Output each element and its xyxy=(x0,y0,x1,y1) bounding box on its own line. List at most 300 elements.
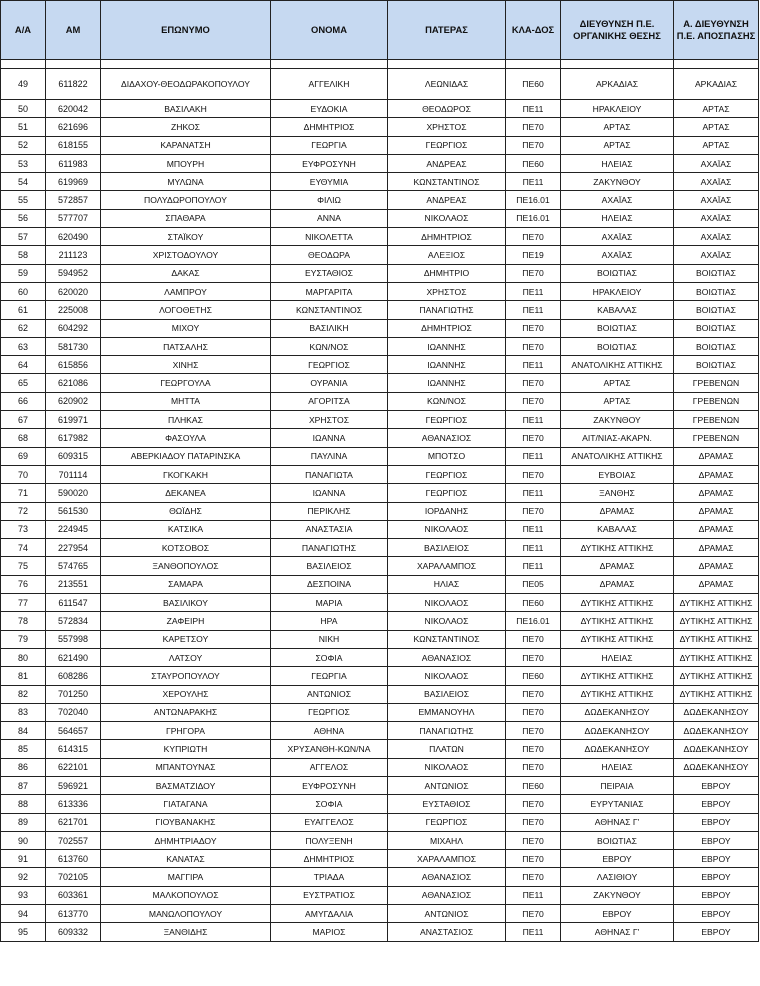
cell-aa: 73 xyxy=(1,520,46,538)
cell-name: ΘΕΟΔΩΡΑ xyxy=(271,246,388,264)
cell-am: 620020 xyxy=(46,282,101,300)
cell-secondment: ΔΥΤΙΚΗΣ ΑΤΤΙΚΗΣ xyxy=(674,685,759,703)
cell-father: ΒΑΣΙΛΕΙΟΣ xyxy=(388,685,506,703)
cell-aa: 77 xyxy=(1,594,46,612)
cell-am: 594952 xyxy=(46,264,101,282)
cell-name: ΠΑΥΛΙΝΑ xyxy=(271,447,388,465)
cell-branch: ΠΕ60 xyxy=(506,154,561,172)
cell-father: ΝΙΚΟΛΑΟΣ xyxy=(388,612,506,630)
cell-secondment: ΔΥΤΙΚΗΣ ΑΤΤΙΚΗΣ xyxy=(674,630,759,648)
cell-father: ΠΛΑΤΩΝ xyxy=(388,740,506,758)
cell-aa: 82 xyxy=(1,685,46,703)
cell-name: ΗΡΑ xyxy=(271,612,388,630)
cell-branch: ΠΕ11 xyxy=(506,484,561,502)
cell-name: ΚΩΝ/ΝΟΣ xyxy=(271,337,388,355)
cell-surname: ΧΡΙΣΤΟΔΟΥΛΟΥ xyxy=(101,246,271,264)
cell-am: 701250 xyxy=(46,685,101,703)
cell-am: 211123 xyxy=(46,246,101,264)
table-row xyxy=(1,447,759,465)
cell-secondment: ΑΧΑΪΑΣ xyxy=(674,154,759,172)
cell-secondment: ΕΒΡΟΥ xyxy=(674,795,759,813)
cell-organic: ΕΥΡΥΤΑΝΙΑΣ xyxy=(561,795,674,813)
table-row xyxy=(1,905,759,923)
cell-secondment: ΕΒΡΟΥ xyxy=(674,868,759,886)
cell-aa: 92 xyxy=(1,868,46,886)
cell-branch: ΠΕ11 xyxy=(506,539,561,557)
cell-father: ΚΩΝΣΤΑΝΤΙΝΟΣ xyxy=(388,630,506,648)
cell-surname: ΚΑΤΣΙΚΑ xyxy=(101,520,271,538)
cell-am: 613336 xyxy=(46,795,101,813)
cell-secondment: ΑΡΤΑΣ xyxy=(674,136,759,154)
header-branch: ΚΛΑ-ΔΟΣ xyxy=(506,1,561,60)
cell-father: ΗΛΙΑΣ xyxy=(388,575,506,593)
cell-aa: 72 xyxy=(1,502,46,520)
cell-secondment: ΔΩΔΕΚΑΝΗΣΟΥ xyxy=(674,758,759,776)
cell-organic: ΑΙΤ/ΝΙΑΣ-ΑΚΑΡΝ. xyxy=(561,429,674,447)
cell-am: 574765 xyxy=(46,557,101,575)
cell-am: 620490 xyxy=(46,228,101,246)
cell-secondment: ΓΡΕΒΕΝΩΝ xyxy=(674,429,759,447)
cell-name: ΑΝΑΣΤΑΣΙΑ xyxy=(271,520,388,538)
cell-name: ΝΙΚΟΛΕΤΤΑ xyxy=(271,228,388,246)
cell-organic: ΒΟΙΩΤΙΑΣ xyxy=(561,319,674,337)
cell-father: ΑΝΤΩΝΙΟΣ xyxy=(388,776,506,794)
cell-secondment: ΔΥΤΙΚΗΣ ΑΤΤΙΚΗΣ xyxy=(674,648,759,666)
cell-name: ΑΘΗΝΑ xyxy=(271,722,388,740)
cell-father: ΧΑΡΑΛΑΜΠΟΣ xyxy=(388,557,506,575)
cell-aa: 55 xyxy=(1,191,46,209)
header-organic-directorate: ΔΙΕΥΘΥΝΣΗ Π.Ε. ΟΡΓΑΝΙΚΗΣ ΘΕΣΗΣ xyxy=(561,1,674,60)
cell-surname: ΔΑΚΑΣ xyxy=(101,264,271,282)
table-row xyxy=(1,557,759,575)
cell-organic: ΔΥΤΙΚΗΣ ΑΤΤΙΚΗΣ xyxy=(561,594,674,612)
cell-aa: 79 xyxy=(1,630,46,648)
table-row xyxy=(1,648,759,666)
cell-aa: 52 xyxy=(1,136,46,154)
cell-surname: ΓΕΩΡΓΟΥΛΑ xyxy=(101,374,271,392)
cell-secondment: ΔΩΔΕΚΑΝΗΣΟΥ xyxy=(674,722,759,740)
cell-am: 701114 xyxy=(46,465,101,483)
cell-aa: 71 xyxy=(1,484,46,502)
cell-branch: ΠΕ70 xyxy=(506,905,561,923)
table-row xyxy=(1,520,759,538)
cell-surname: ΛΑΤΣΟΥ xyxy=(101,648,271,666)
table-row xyxy=(1,575,759,593)
cell-secondment: ΒΟΙΩΤΙΑΣ xyxy=(674,264,759,282)
cell-name: ΔΗΜΗΤΡΙΟΣ xyxy=(271,850,388,868)
cell-secondment: ΕΒΡΟΥ xyxy=(674,831,759,849)
cell-father: ΑΝΔΡΕΑΣ xyxy=(388,191,506,209)
table-row xyxy=(1,722,759,740)
cell-secondment: ΕΒΡΟΥ xyxy=(674,776,759,794)
cell-surname: ΞΑΝΘΟΠΟΥΛΟΣ xyxy=(101,557,271,575)
cell-am: 596921 xyxy=(46,776,101,794)
table-row xyxy=(1,795,759,813)
table-row xyxy=(1,319,759,337)
cell-secondment: ΒΟΙΩΤΙΑΣ xyxy=(674,301,759,319)
cell-surname: ΜΙΧΟΥ xyxy=(101,319,271,337)
cell-branch: ΠΕ11 xyxy=(506,301,561,319)
cell-secondment: ΕΒΡΟΥ xyxy=(674,905,759,923)
cell-branch: ΠΕ11 xyxy=(506,447,561,465)
cell-surname: ΠΟΛΥΔΩΡΟΠΟΥΛΟΥ xyxy=(101,191,271,209)
cell-name: ΠΑΝΑΓΙΩΤΑ xyxy=(271,465,388,483)
cell-branch: ΠΕ11 xyxy=(506,173,561,191)
cell-surname: ΜΑΓΓΙΡΑ xyxy=(101,868,271,886)
cell-aa: 87 xyxy=(1,776,46,794)
cell-surname: ΜΠΟΥΡΗ xyxy=(101,154,271,172)
cell-secondment: ΔΡΑΜΑΣ xyxy=(674,539,759,557)
cell-father: ΧΡΗΣΤΟΣ xyxy=(388,282,506,300)
cell-organic: ΑΡΤΑΣ xyxy=(561,118,674,136)
cell-name: ΜΑΡΙΑ xyxy=(271,594,388,612)
cell-branch: ΠΕ70 xyxy=(506,337,561,355)
cell-surname: ΚΟΤΣΟΒΟΣ xyxy=(101,539,271,557)
table-row xyxy=(1,337,759,355)
cell-surname: ΜΗΤΤΑ xyxy=(101,392,271,410)
cell-branch: ΠΕ16.01 xyxy=(506,612,561,630)
cell-organic: ΔΥΤΙΚΗΣ ΑΤΤΙΚΗΣ xyxy=(561,667,674,685)
cell-organic: ΗΛΕΙΑΣ xyxy=(561,209,674,227)
cell-organic: ΞΑΝΘΗΣ xyxy=(561,484,674,502)
cell-organic: ΔΩΔΕΚΑΝΗΣΟΥ xyxy=(561,722,674,740)
cell-am: 603361 xyxy=(46,886,101,904)
cell-secondment: ΑΡΚΑΔΙΑΣ xyxy=(674,69,759,100)
cell-branch: ΠΕ70 xyxy=(506,264,561,282)
cell-am: 621696 xyxy=(46,118,101,136)
cell-father: ΕΥΣΤΑΘΙΟΣ xyxy=(388,795,506,813)
cell-am: 572834 xyxy=(46,612,101,630)
cell-branch: ΠΕ11 xyxy=(506,100,561,118)
cell-surname: ΦΑΣΟΥΛΑ xyxy=(101,429,271,447)
table-row xyxy=(1,740,759,758)
cell-secondment: ΔΡΑΜΑΣ xyxy=(674,484,759,502)
cell-am: 608286 xyxy=(46,667,101,685)
cell-secondment: ΒΟΙΩΤΙΑΣ xyxy=(674,356,759,374)
cell-name: ΕΥΣΤΡΑΤΙΟΣ xyxy=(271,886,388,904)
cell-secondment: ΑΧΑΪΑΣ xyxy=(674,246,759,264)
cell-aa: 58 xyxy=(1,246,46,264)
cell-am: 557998 xyxy=(46,630,101,648)
cell-surname: ΣΠΑΘΑΡΑ xyxy=(101,209,271,227)
table-row xyxy=(1,301,759,319)
cell-branch: ΠΕ11 xyxy=(506,411,561,429)
cell-organic: ΑΧΑΪΑΣ xyxy=(561,191,674,209)
cell-secondment: ΒΟΙΩΤΙΑΣ xyxy=(674,337,759,355)
cell-name: ΜΑΡΓΑΡΙΤΑ xyxy=(271,282,388,300)
cell-surname: ΜΥΛΩΝΑ xyxy=(101,173,271,191)
cell-name: ΑΓΓΕΛΙΚΗ xyxy=(271,69,388,100)
cell-am: 621490 xyxy=(46,648,101,666)
cell-father: ΙΩΑΝΝΗΣ xyxy=(388,356,506,374)
table-row xyxy=(1,630,759,648)
cell-branch: ΠΕ70 xyxy=(506,850,561,868)
cell-organic: ΖΑΚΥΝΘΟΥ xyxy=(561,886,674,904)
cell-father: ΧΡΗΣΤΟΣ xyxy=(388,118,506,136)
cell-surname: ΠΛΗΚΑΣ xyxy=(101,411,271,429)
cell-organic: ΗΡΑΚΛΕΙΟΥ xyxy=(561,100,674,118)
cell-aa: 64 xyxy=(1,356,46,374)
cell-aa: 75 xyxy=(1,557,46,575)
cell-organic: ΛΑΣΙΘΙΟΥ xyxy=(561,868,674,886)
cell-am: 225008 xyxy=(46,301,101,319)
cell-surname: ΚΑΡΑΝΑΤΣΗ xyxy=(101,136,271,154)
table-row xyxy=(1,465,759,483)
cell-organic: ΑΡΤΑΣ xyxy=(561,392,674,410)
table-row xyxy=(1,173,759,191)
cell-name: ΓΕΩΡΓΙΑ xyxy=(271,667,388,685)
cell-aa: 74 xyxy=(1,539,46,557)
cell-name: ΓΕΩΡΓΙΟΣ xyxy=(271,703,388,721)
cell-surname: ΞΑΝΘΙΔΗΣ xyxy=(101,923,271,941)
cell-am: 619971 xyxy=(46,411,101,429)
cell-organic: ΔΩΔΕΚΑΝΗΣΟΥ xyxy=(561,740,674,758)
cell-branch: ΠΕ11 xyxy=(506,520,561,538)
cell-organic: ΠΕΙΡΑΙΑ xyxy=(561,776,674,794)
cell-am: 224945 xyxy=(46,520,101,538)
cell-am: 577707 xyxy=(46,209,101,227)
cell-surname: ΣΑΜΑΡΑ xyxy=(101,575,271,593)
table-row xyxy=(1,154,759,172)
cell-name: ΙΩΑΝΝΑ xyxy=(271,484,388,502)
cell-branch: ΠΕ60 xyxy=(506,69,561,100)
table-row xyxy=(1,228,759,246)
cell-father: ΔΗΜΗΤΡΙΟΣ xyxy=(388,319,506,337)
table-row xyxy=(1,776,759,794)
cell-secondment: ΑΡΤΑΣ xyxy=(674,100,759,118)
cell-aa: 69 xyxy=(1,447,46,465)
cell-organic: ΔΡΑΜΑΣ xyxy=(561,575,674,593)
cell-father: ΑΛΕΞΙΟΣ xyxy=(388,246,506,264)
cell-am: 213551 xyxy=(46,575,101,593)
cell-aa: 60 xyxy=(1,282,46,300)
cell-name: ΑΝΤΩΝΙΟΣ xyxy=(271,685,388,703)
cell-am: 619969 xyxy=(46,173,101,191)
cell-name: ΦΙΛΙΩ xyxy=(271,191,388,209)
cell-secondment: ΑΧΑΪΑΣ xyxy=(674,173,759,191)
cell-surname: ΚΑΡΕΤΣΟΥ xyxy=(101,630,271,648)
cell-organic: ΑΡΤΑΣ xyxy=(561,136,674,154)
cell-father: ΝΙΚΟΛΑΟΣ xyxy=(388,594,506,612)
table-row xyxy=(1,246,759,264)
cell-father: ΠΑΝΑΓΙΩΤΗΣ xyxy=(388,722,506,740)
cell-secondment: ΔΥΤΙΚΗΣ ΑΤΤΙΚΗΣ xyxy=(674,612,759,630)
header-name: ΟΝΟΜΑ xyxy=(271,1,388,60)
cell-organic: ΔΡΑΜΑΣ xyxy=(561,502,674,520)
table-row xyxy=(1,392,759,410)
cell-surname: ΠΑΤΣΑΛΗΣ xyxy=(101,337,271,355)
cell-secondment: ΓΡΕΒΕΝΩΝ xyxy=(674,392,759,410)
cell-father: ΙΩΑΝΝΗΣ xyxy=(388,374,506,392)
cell-aa: 67 xyxy=(1,411,46,429)
cell-father: ΑΝΑΣΤΑΣΙΟΣ xyxy=(388,923,506,941)
cell-aa: 85 xyxy=(1,740,46,758)
cell-secondment: ΔΥΤΙΚΗΣ ΑΤΤΙΚΗΣ xyxy=(674,594,759,612)
header-row xyxy=(1,1,759,60)
cell-branch: ΠΕ70 xyxy=(506,831,561,849)
header-am: ΑΜ xyxy=(46,1,101,60)
cell-aa: 88 xyxy=(1,795,46,813)
cell-organic: ΕΒΡΟΥ xyxy=(561,850,674,868)
cell-am: 620902 xyxy=(46,392,101,410)
cell-surname: ΒΑΣΜΑΤΖΙΔΟΥ xyxy=(101,776,271,794)
cell-surname: ΜΑΝΩΛΟΠΟΥΛΟΥ xyxy=(101,905,271,923)
cell-organic: ΒΟΙΩΤΙΑΣ xyxy=(561,264,674,282)
cell-organic: ΗΡΑΚΛΕΙΟΥ xyxy=(561,282,674,300)
cell-aa: 78 xyxy=(1,612,46,630)
cell-father: ΓΕΩΡΓΙΟΣ xyxy=(388,813,506,831)
table-row xyxy=(1,886,759,904)
cell-father: ΑΘΑΝΑΣΙΟΣ xyxy=(388,429,506,447)
cell-secondment: ΓΡΕΒΕΝΩΝ xyxy=(674,411,759,429)
cell-aa: 76 xyxy=(1,575,46,593)
cell-surname: ΔΙΔΑΧΟΥ-ΘΕΟΔΩΡΑΚΟΠΟΥΛΟΥ xyxy=(101,69,271,100)
cell-secondment: ΑΡΤΑΣ xyxy=(674,118,759,136)
cell-father: ΜΠΟΤΣΟ xyxy=(388,447,506,465)
cell-father: ΕΜΜΑΝΟΥΗΛ xyxy=(388,703,506,721)
cell-name: ΕΥΘΥΜΙΑ xyxy=(271,173,388,191)
cell-organic: ΑΡΤΑΣ xyxy=(561,374,674,392)
cell-secondment: ΕΒΡΟΥ xyxy=(674,850,759,868)
cell-organic: ΖΑΚΥΝΘΟΥ xyxy=(561,173,674,191)
cell-secondment: ΔΥΤΙΚΗΣ ΑΤΤΙΚΗΣ xyxy=(674,667,759,685)
cell-organic: ΖΑΚΥΝΘΟΥ xyxy=(561,411,674,429)
table-row xyxy=(1,703,759,721)
cell-aa: 56 xyxy=(1,209,46,227)
cell-organic: ΕΥΒΟΙΑΣ xyxy=(561,465,674,483)
cell-father: ΒΑΣΙΛΕΙΟΣ xyxy=(388,539,506,557)
cell-name: ΔΗΜΗΤΡΙΟΣ xyxy=(271,118,388,136)
table-row xyxy=(1,594,759,612)
cell-aa: 89 xyxy=(1,813,46,831)
cell-aa: 83 xyxy=(1,703,46,721)
cell-am: 702105 xyxy=(46,868,101,886)
cell-am: 609315 xyxy=(46,447,101,465)
table-row xyxy=(1,191,759,209)
cell-organic: ΗΛΕΙΑΣ xyxy=(561,648,674,666)
cell-surname: ΔΕΚΑΝΕΑ xyxy=(101,484,271,502)
cell-name: ΒΑΣΙΛΕΙΟΣ xyxy=(271,557,388,575)
cell-secondment: ΕΒΡΟΥ xyxy=(674,813,759,831)
cell-aa: 80 xyxy=(1,648,46,666)
cell-surname: ΜΠΑΝΤΟΥΝΑΣ xyxy=(101,758,271,776)
cell-branch: ΠΕ11 xyxy=(506,923,561,941)
cell-organic: ΕΒΡΟΥ xyxy=(561,905,674,923)
cell-aa: 62 xyxy=(1,319,46,337)
cell-am: 702557 xyxy=(46,831,101,849)
cell-surname: ΒΑΣΙΛΙΚΟΥ xyxy=(101,594,271,612)
cell-aa: 91 xyxy=(1,850,46,868)
cell-organic: ΔΡΑΜΑΣ xyxy=(561,557,674,575)
cell-name: ΟΥΡΑΝΙΑ xyxy=(271,374,388,392)
cell-name: ΤΡΙΑΔΑ xyxy=(271,868,388,886)
cell-father: ΛΕΩΝΙΔΑΣ xyxy=(388,69,506,100)
cell-am: 590020 xyxy=(46,484,101,502)
cell-name: ΧΡΗΣΤΟΣ xyxy=(271,411,388,429)
cell-aa: 86 xyxy=(1,758,46,776)
cell-name: ΓΕΩΡΓΙΑ xyxy=(271,136,388,154)
cell-branch: ΠΕ60 xyxy=(506,594,561,612)
cell-name: ΚΩΝΣΤΑΝΤΙΝΟΣ xyxy=(271,301,388,319)
cell-organic: ΔΩΔΕΚΑΝΗΣΟΥ xyxy=(561,703,674,721)
cell-name: ΠΑΝΑΓΙΩΤΗΣ xyxy=(271,539,388,557)
cell-father: ΜΙΧΑΗΛ xyxy=(388,831,506,849)
cell-secondment: ΑΧΑΪΑΣ xyxy=(674,209,759,227)
table-row xyxy=(1,118,759,136)
cell-am: 620042 xyxy=(46,100,101,118)
cell-secondment: ΒΟΙΩΤΙΑΣ xyxy=(674,282,759,300)
cell-organic: ΑΧΑΪΑΣ xyxy=(561,228,674,246)
cell-surname: ΑΒΕΡΚΙΑΔΟΥ ΠΑΤΑΡΙΝΣΚΑ xyxy=(101,447,271,465)
table-row xyxy=(1,69,759,100)
cell-father: ΑΘΑΝΑΣΙΟΣ xyxy=(388,648,506,666)
cell-secondment: ΔΡΑΜΑΣ xyxy=(674,502,759,520)
cell-secondment: ΔΡΑΜΑΣ xyxy=(674,575,759,593)
cell-aa: 70 xyxy=(1,465,46,483)
table-row xyxy=(1,484,759,502)
cell-branch: ΠΕ16.01 xyxy=(506,191,561,209)
cell-name: ΑΝΝΑ xyxy=(271,209,388,227)
cell-am: 615856 xyxy=(46,356,101,374)
cell-branch: ΠΕ70 xyxy=(506,685,561,703)
cell-aa: 68 xyxy=(1,429,46,447)
cell-father: ΘΕΟΔΩΡΟΣ xyxy=(388,100,506,118)
cell-aa: 61 xyxy=(1,301,46,319)
cell-name: ΣΟΦΙΑ xyxy=(271,648,388,666)
cell-name: ΙΩΑΝΝΑ xyxy=(271,429,388,447)
cell-branch: ΠΕ70 xyxy=(506,374,561,392)
cell-am: 611983 xyxy=(46,154,101,172)
cell-branch: ΠΕ70 xyxy=(506,630,561,648)
cell-father: ΔΗΜΗΤΡΙΟΣ xyxy=(388,228,506,246)
cell-am: 621701 xyxy=(46,813,101,831)
cell-branch: ΠΕ05 xyxy=(506,575,561,593)
cell-organic: ΔΥΤΙΚΗΣ ΑΤΤΙΚΗΣ xyxy=(561,685,674,703)
cell-name: ΧΡΥΣΑΝΘΗ-ΚΩΝ/ΝΑ xyxy=(271,740,388,758)
table-row xyxy=(1,429,759,447)
table-row xyxy=(1,209,759,227)
cell-branch: ΠΕ70 xyxy=(506,740,561,758)
cell-am: 604292 xyxy=(46,319,101,337)
cell-am: 611822 xyxy=(46,69,101,100)
cell-organic: ΑΘΗΝΑΣ Γ' xyxy=(561,923,674,941)
cell-aa: 66 xyxy=(1,392,46,410)
cell-father: ΑΝΔΡΕΑΣ xyxy=(388,154,506,172)
cell-branch: ΠΕ70 xyxy=(506,703,561,721)
cell-father: ΓΕΩΡΓΙΟΣ xyxy=(388,465,506,483)
table-row xyxy=(1,282,759,300)
table-row xyxy=(1,136,759,154)
cell-name: ΣΟΦΙΑ xyxy=(271,795,388,813)
cell-surname: ΚΥΠΡΙΩΤΗ xyxy=(101,740,271,758)
cell-surname: ΣΤΑΪΚΟΥ xyxy=(101,228,271,246)
cell-am: 617982 xyxy=(46,429,101,447)
cell-aa: 90 xyxy=(1,831,46,849)
cell-father: ΧΑΡΑΛΑΜΠΟΣ xyxy=(388,850,506,868)
cell-aa: 94 xyxy=(1,905,46,923)
cell-aa: 81 xyxy=(1,667,46,685)
cell-name: ΒΑΣΙΛΙΚΗ xyxy=(271,319,388,337)
cell-surname: ΓΡΗΓΟΡΑ xyxy=(101,722,271,740)
cell-branch: ΠΕ60 xyxy=(506,776,561,794)
table-row xyxy=(1,539,759,557)
cell-organic: ΒΟΙΩΤΙΑΣ xyxy=(561,337,674,355)
cell-father: ΓΕΩΡΓΙΟΣ xyxy=(388,136,506,154)
table-row xyxy=(1,612,759,630)
cell-organic: ΑΝΑΤΟΛΙΚΗΣ ΑΤΤΙΚΗΣ xyxy=(561,356,674,374)
cell-aa: 54 xyxy=(1,173,46,191)
cell-secondment: ΑΧΑΪΑΣ xyxy=(674,228,759,246)
